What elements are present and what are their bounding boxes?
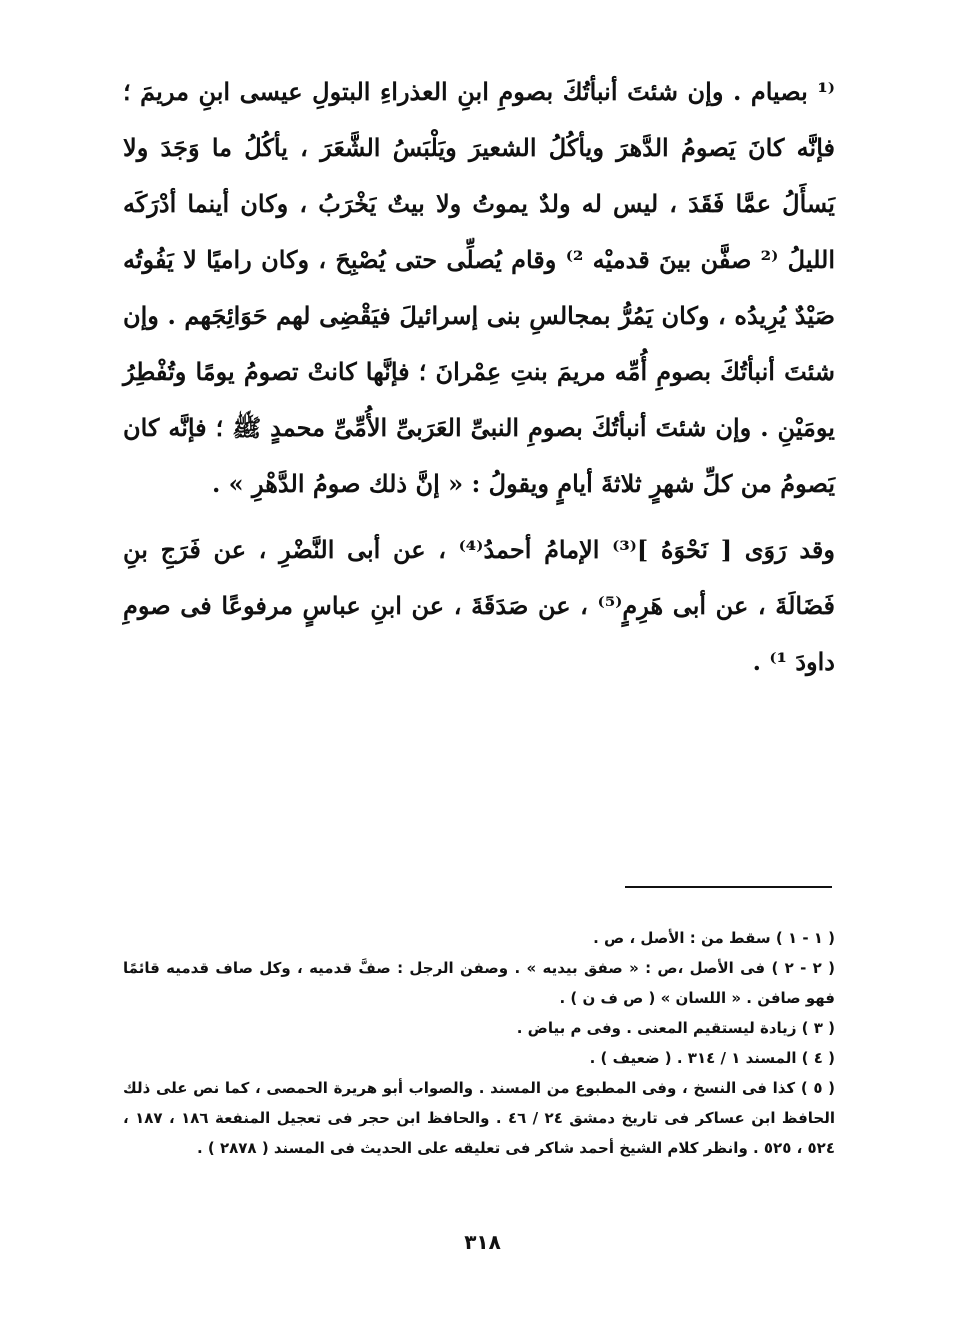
main-paragraph-1: ⁽¹ بصيام . وإن شئتَ أنبأتُكَ بصومِ ابنِ العذراءِ البتولِ عيسى ابنِ مريمَ ؛ فإنَّه كانَ يَصومُ الدَّهرَ ويأكُلُ الشعيرَ ويَلْبَسُ الشَّعَرَ ، يأكُلُ ما وَجَدَ ولا يَسأَلُ عمَّا فَقَدَ ، ليس له ولدٌ يموتُ ولا بيتٌ يَخْرَبُ ، وكان أينما أدْرَكَه الليلُ ⁽² صفَّن بينَ قدميْه ²⁾ وقام يُصلِّى حتى يُصْبِحَ ، وكان راميًا لا يَفُوتُه صَيْدٌ يُرِيدُه ، وكان يَمُرُّ بمجالسِ بنى إسرائيلَ فيَقْضِى لهم حَوَائِجَهم . وإن شئتَ أنبأتُكَ بصومِ أُمِّه مريمَ بنتِ عِمْرانَ ؛ فإنَّها كانتْ تصومُ يومًا وتُفْطِرُ يومَيْنِ . وإن شئتَ أنبأتُكَ بصومِ النبىِّ العَرَبىِّ الأُمِّىِّ محمدٍ ﷺ ؛ فإنَّه كان يَصومُ من كلِّ شهرٍ ثلاثةَ أيامٍ ويقولُ : « إنَّ ذلك صومُ الدَّهْرِ » . <box>123 77 836 498</box>
footnote-3: ( ٣ ) زيادة ليستقيم المعنى . وفى م بياض . <box>516 1019 835 1037</box>
footnote-separator-line <box>625 886 832 888</box>
footnotes-section <box>123 923 835 1163</box>
footnote-1: ( ١ - ١ ) سقط من : الأصل ، ص . <box>593 929 835 947</box>
page-number: ٣١٨ <box>464 1230 501 1254</box>
footnote-4: ( ٤ ) المسند ١ / ٣١٤ . ( ضعيف ) . <box>589 1049 835 1067</box>
main-paragraph-2: وقد رَوَى [ نَحْوَهُ ]⁽³⁾ الإمامُ أحمدُ⁽⁴⁾ ، عن أبى النَّضْرِ ، عن فَرَجِ بنِ فَضَالَةَ ، عن أبى هَرِمٍ⁽⁵⁾ ، عن صَدَقَةَ ، عن ابنِ عباسٍ مرفوعًا فى صومِ داودَ ¹⁾ . <box>123 535 835 676</box>
footnote-5: ( ٥ ) كذا فى النسخ ، وفى المطبوع من المسند . والصواب أبو هريرة الحمصى ، كما نص على ذلك الحافظ ابن عساكر فى تاريخ دمشق ٢٤ / ٤٦ . والحافظ ابن حجر فى تعجيل المنفعة ١٨٦ ، ١٨٧ ، ٥٢٤ ، ٥٢٥ . وانظر كلام الشيخ أحمد شاكر فى تعليقه على الحديث فى المسند ( ٢٨٧٨ ) . <box>123 1079 836 1157</box>
footnote-2: ( ٢ - ٢ ) فى الأصل ،ص : « صفق بيديه » . وصفن الرجل : صفَّ قدميه ، وكل صاف قدميه قائمًا فهو صافن . « اللسان » ( ص ف ن ) . <box>123 959 836 1007</box>
main-text-body <box>123 64 835 690</box>
